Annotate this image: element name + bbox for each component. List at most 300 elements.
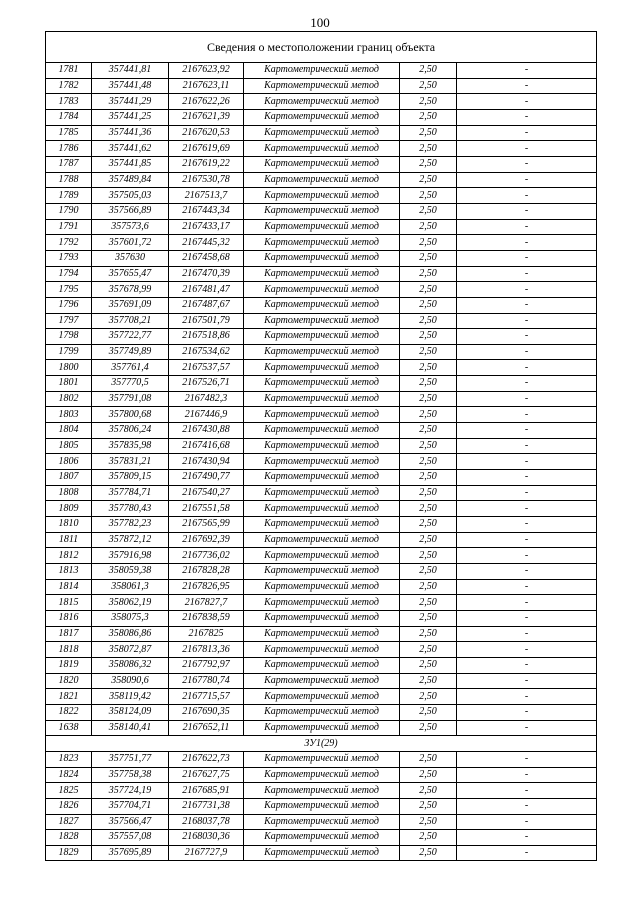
coord-x-cell: 357749,89 bbox=[92, 344, 169, 360]
table-row bbox=[46, 423, 597, 439]
method-cell: Картометрический метод bbox=[244, 423, 400, 439]
accuracy-cell: 2,50 bbox=[400, 595, 457, 611]
description-cell: - bbox=[457, 203, 597, 219]
point-number-cell: 1786 bbox=[46, 141, 92, 157]
table-row bbox=[46, 219, 597, 235]
coord-x-cell: 357916,98 bbox=[92, 548, 169, 564]
point-number-cell: 1785 bbox=[46, 125, 92, 141]
method-cell: Картометрический метод bbox=[244, 250, 400, 266]
table-row bbox=[46, 376, 597, 392]
coord-x-cell: 357566,47 bbox=[92, 814, 169, 830]
point-number-cell: 1826 bbox=[46, 798, 92, 814]
coord-y-cell: 2167501,79 bbox=[169, 313, 244, 329]
method-cell: Картометрический метод bbox=[244, 485, 400, 501]
table-row bbox=[46, 610, 597, 626]
method-cell: Картометрический метод bbox=[244, 203, 400, 219]
point-number-cell: 1804 bbox=[46, 423, 92, 439]
point-number-cell: 1806 bbox=[46, 454, 92, 470]
point-number-cell: 1795 bbox=[46, 282, 92, 298]
accuracy-cell: 2,50 bbox=[400, 579, 457, 595]
point-number-cell: 1792 bbox=[46, 235, 92, 251]
accuracy-cell: 2,50 bbox=[400, 219, 457, 235]
method-cell: Картометрический метод bbox=[244, 454, 400, 470]
page-number: 100 bbox=[310, 15, 330, 30]
coord-x-cell: 357573,6 bbox=[92, 219, 169, 235]
accuracy-cell: 2,50 bbox=[400, 767, 457, 783]
coord-x-cell: 357566,89 bbox=[92, 203, 169, 219]
point-number-cell: 1816 bbox=[46, 610, 92, 626]
accuracy-cell: 2,50 bbox=[400, 235, 457, 251]
method-cell: Картометрический метод bbox=[244, 188, 400, 204]
coord-y-cell: 2167827,7 bbox=[169, 595, 244, 611]
point-number-cell: 1823 bbox=[46, 751, 92, 767]
method-cell: Картометрический метод bbox=[244, 391, 400, 407]
accuracy-cell: 2,50 bbox=[400, 203, 457, 219]
point-number-cell: 1790 bbox=[46, 203, 92, 219]
accuracy-cell: 2,50 bbox=[400, 407, 457, 423]
accuracy-cell: 2,50 bbox=[400, 391, 457, 407]
table-row bbox=[46, 407, 597, 423]
accuracy-cell: 2,50 bbox=[400, 657, 457, 673]
description-cell: - bbox=[457, 485, 597, 501]
coord-x-cell: 357809,15 bbox=[92, 470, 169, 486]
table-row bbox=[46, 250, 597, 266]
method-cell: Картометрический метод bbox=[244, 219, 400, 235]
description-cell: - bbox=[457, 517, 597, 533]
point-number-cell: 1638 bbox=[46, 720, 92, 736]
point-number-cell: 1814 bbox=[46, 579, 92, 595]
method-cell: Картометрический метод bbox=[244, 767, 400, 783]
accuracy-cell: 2,50 bbox=[400, 564, 457, 580]
table-row bbox=[46, 673, 597, 689]
accuracy-cell: 2,50 bbox=[400, 266, 457, 282]
accuracy-cell: 2,50 bbox=[400, 188, 457, 204]
description-cell: - bbox=[457, 626, 597, 642]
method-cell: Картометрический метод bbox=[244, 845, 400, 861]
description-cell: - bbox=[457, 156, 597, 172]
method-cell: Картометрический метод bbox=[244, 501, 400, 517]
point-number-cell: 1810 bbox=[46, 517, 92, 533]
coord-x-cell: 358059,38 bbox=[92, 564, 169, 580]
coord-y-cell: 2167565,99 bbox=[169, 517, 244, 533]
point-number-cell: 1787 bbox=[46, 156, 92, 172]
point-number-cell: 1799 bbox=[46, 344, 92, 360]
coord-x-cell: 357691,09 bbox=[92, 297, 169, 313]
coord-x-cell: 357678,99 bbox=[92, 282, 169, 298]
method-cell: Картометрический метод bbox=[244, 689, 400, 705]
description-cell: - bbox=[457, 532, 597, 548]
description-cell: - bbox=[457, 219, 597, 235]
method-cell: Картометрический метод bbox=[244, 109, 400, 125]
coord-x-cell: 357695,89 bbox=[92, 845, 169, 861]
coord-y-cell: 2167416,68 bbox=[169, 438, 244, 454]
coord-y-cell: 2167487,67 bbox=[169, 297, 244, 313]
point-number-cell: 1815 bbox=[46, 595, 92, 611]
table-row bbox=[46, 78, 597, 94]
point-number-cell: 1784 bbox=[46, 109, 92, 125]
point-number-cell: 1807 bbox=[46, 470, 92, 486]
description-cell: - bbox=[457, 470, 597, 486]
point-number-cell: 1791 bbox=[46, 219, 92, 235]
coord-x-cell: 357441,29 bbox=[92, 94, 169, 110]
method-cell: Картометрический метод bbox=[244, 517, 400, 533]
coord-x-cell: 357800,68 bbox=[92, 407, 169, 423]
method-cell: Картометрический метод bbox=[244, 579, 400, 595]
accuracy-cell: 2,50 bbox=[400, 125, 457, 141]
coord-x-cell: 358072,87 bbox=[92, 642, 169, 658]
point-number-cell: 1824 bbox=[46, 767, 92, 783]
table-row bbox=[46, 720, 597, 736]
accuracy-cell: 2,50 bbox=[400, 814, 457, 830]
description-cell: - bbox=[457, 78, 597, 94]
accuracy-cell: 2,50 bbox=[400, 532, 457, 548]
coord-x-cell: 357441,85 bbox=[92, 156, 169, 172]
description-cell: - bbox=[457, 250, 597, 266]
method-cell: Картометрический метод bbox=[244, 266, 400, 282]
method-cell: Картометрический метод bbox=[244, 626, 400, 642]
table-title: Сведения о местоположении границ объекта bbox=[46, 32, 597, 63]
point-number-cell: 1794 bbox=[46, 266, 92, 282]
table-row bbox=[46, 751, 597, 767]
description-cell: - bbox=[457, 188, 597, 204]
coord-x-cell: 358090,6 bbox=[92, 673, 169, 689]
method-cell: Картометрический метод bbox=[244, 720, 400, 736]
accuracy-cell: 2,50 bbox=[400, 642, 457, 658]
coord-x-cell: 357872,12 bbox=[92, 532, 169, 548]
coord-y-cell: 2168037,78 bbox=[169, 814, 244, 830]
table-row bbox=[46, 63, 597, 79]
description-cell: - bbox=[457, 438, 597, 454]
coord-y-cell: 2167825 bbox=[169, 626, 244, 642]
point-number-cell: 1821 bbox=[46, 689, 92, 705]
coord-y-cell: 2167690,35 bbox=[169, 704, 244, 720]
point-number-cell: 1781 bbox=[46, 63, 92, 79]
description-cell: - bbox=[457, 689, 597, 705]
accuracy-cell: 2,50 bbox=[400, 423, 457, 439]
description-cell: - bbox=[457, 423, 597, 439]
description-cell: - bbox=[457, 814, 597, 830]
point-number-cell: 1788 bbox=[46, 172, 92, 188]
description-cell: - bbox=[457, 501, 597, 517]
accuracy-cell: 2,50 bbox=[400, 78, 457, 94]
coord-y-cell: 2168030,36 bbox=[169, 830, 244, 846]
point-number-cell: 1812 bbox=[46, 548, 92, 564]
description-cell: - bbox=[457, 391, 597, 407]
coord-y-cell: 2167736,02 bbox=[169, 548, 244, 564]
coord-x-cell: 357441,81 bbox=[92, 63, 169, 79]
method-cell: Картометрический метод bbox=[244, 78, 400, 94]
table-row bbox=[46, 313, 597, 329]
accuracy-cell: 2,50 bbox=[400, 156, 457, 172]
method-cell: Картометрический метод bbox=[244, 235, 400, 251]
description-cell: - bbox=[457, 235, 597, 251]
table-row bbox=[46, 188, 597, 204]
method-cell: Картометрический метод bbox=[244, 673, 400, 689]
table-row bbox=[46, 564, 597, 580]
accuracy-cell: 2,50 bbox=[400, 282, 457, 298]
point-number-cell: 1800 bbox=[46, 360, 92, 376]
method-cell: Картометрический метод bbox=[244, 125, 400, 141]
coord-y-cell: 2167620,53 bbox=[169, 125, 244, 141]
coord-y-cell: 2167692,39 bbox=[169, 532, 244, 548]
coord-x-cell: 357441,36 bbox=[92, 125, 169, 141]
point-number-cell: 1813 bbox=[46, 564, 92, 580]
coord-y-cell: 2167715,57 bbox=[169, 689, 244, 705]
description-cell: - bbox=[457, 94, 597, 110]
accuracy-cell: 2,50 bbox=[400, 376, 457, 392]
point-number-cell: 1818 bbox=[46, 642, 92, 658]
point-number-cell: 1827 bbox=[46, 814, 92, 830]
point-number-cell: 1796 bbox=[46, 297, 92, 313]
method-cell: Картометрический метод bbox=[244, 548, 400, 564]
coord-x-cell: 357758,38 bbox=[92, 767, 169, 783]
coord-y-cell: 2167530,78 bbox=[169, 172, 244, 188]
coord-y-cell: 2167792,97 bbox=[169, 657, 244, 673]
coord-x-cell: 358086,32 bbox=[92, 657, 169, 673]
point-number-cell: 1828 bbox=[46, 830, 92, 846]
table-row bbox=[46, 156, 597, 172]
description-cell: - bbox=[457, 282, 597, 298]
coord-y-cell: 2167838,59 bbox=[169, 610, 244, 626]
method-cell: Картометрический метод bbox=[244, 360, 400, 376]
table-row bbox=[46, 94, 597, 110]
coord-y-cell: 2167534,62 bbox=[169, 344, 244, 360]
accuracy-cell: 2,50 bbox=[400, 470, 457, 486]
table-row bbox=[46, 344, 597, 360]
coord-y-cell: 2167481,47 bbox=[169, 282, 244, 298]
table-row bbox=[46, 485, 597, 501]
coord-y-cell: 2167622,73 bbox=[169, 751, 244, 767]
coord-y-cell: 2167627,75 bbox=[169, 767, 244, 783]
coord-y-cell: 2167727,9 bbox=[169, 845, 244, 861]
method-cell: Картометрический метод bbox=[244, 610, 400, 626]
table-row bbox=[46, 689, 597, 705]
table-row bbox=[46, 203, 597, 219]
point-number-cell: 1797 bbox=[46, 313, 92, 329]
method-cell: Картометрический метод bbox=[244, 313, 400, 329]
method-cell: Картометрический метод bbox=[244, 657, 400, 673]
coord-x-cell: 358075,3 bbox=[92, 610, 169, 626]
accuracy-cell: 2,50 bbox=[400, 313, 457, 329]
description-cell: - bbox=[457, 595, 597, 611]
method-cell: Картометрический метод bbox=[244, 297, 400, 313]
method-cell: Картометрический метод bbox=[244, 156, 400, 172]
coord-y-cell: 2167446,9 bbox=[169, 407, 244, 423]
description-cell: - bbox=[457, 63, 597, 79]
method-cell: Картометрический метод bbox=[244, 814, 400, 830]
point-number-cell: 1805 bbox=[46, 438, 92, 454]
accuracy-cell: 2,50 bbox=[400, 501, 457, 517]
coord-y-cell: 2167813,36 bbox=[169, 642, 244, 658]
coord-y-cell: 2167526,71 bbox=[169, 376, 244, 392]
point-number-cell: 1817 bbox=[46, 626, 92, 642]
description-cell: - bbox=[457, 673, 597, 689]
table-row bbox=[46, 454, 597, 470]
table-row bbox=[46, 172, 597, 188]
description-cell: - bbox=[457, 376, 597, 392]
coord-y-cell: 2167482,3 bbox=[169, 391, 244, 407]
description-cell: - bbox=[457, 704, 597, 720]
method-cell: Картометрический метод bbox=[244, 532, 400, 548]
point-number-cell: 1820 bbox=[46, 673, 92, 689]
coord-y-cell: 2167513,7 bbox=[169, 188, 244, 204]
coord-y-cell: 2167828,28 bbox=[169, 564, 244, 580]
method-cell: Картометрический метод bbox=[244, 642, 400, 658]
point-number-cell: 1782 bbox=[46, 78, 92, 94]
table-row bbox=[46, 548, 597, 564]
point-number-cell: 1819 bbox=[46, 657, 92, 673]
method-cell: Картометрический метод bbox=[244, 376, 400, 392]
accuracy-cell: 2,50 bbox=[400, 689, 457, 705]
accuracy-cell: 2,50 bbox=[400, 610, 457, 626]
coord-y-cell: 2167623,92 bbox=[169, 63, 244, 79]
coord-y-cell: 2167652,11 bbox=[169, 720, 244, 736]
accuracy-cell: 2,50 bbox=[400, 485, 457, 501]
method-cell: Картометрический метод bbox=[244, 564, 400, 580]
coord-x-cell: 357704,71 bbox=[92, 798, 169, 814]
point-number-cell: 1801 bbox=[46, 376, 92, 392]
coord-x-cell: 358124,09 bbox=[92, 704, 169, 720]
method-cell: Картометрический метод bbox=[244, 595, 400, 611]
coord-y-cell: 2167826,95 bbox=[169, 579, 244, 595]
table-row bbox=[46, 830, 597, 846]
accuracy-cell: 2,50 bbox=[400, 720, 457, 736]
description-cell: - bbox=[457, 767, 597, 783]
coord-y-cell: 2167621,39 bbox=[169, 109, 244, 125]
coord-x-cell: 357630 bbox=[92, 250, 169, 266]
table-row bbox=[46, 798, 597, 814]
coord-x-cell: 357835,98 bbox=[92, 438, 169, 454]
accuracy-cell: 2,50 bbox=[400, 830, 457, 846]
coord-y-cell: 2167619,22 bbox=[169, 156, 244, 172]
coord-y-cell: 2167540,27 bbox=[169, 485, 244, 501]
method-cell: Картометрический метод bbox=[244, 63, 400, 79]
method-cell: Картометрический метод bbox=[244, 751, 400, 767]
point-number-cell: 1789 bbox=[46, 188, 92, 204]
accuracy-cell: 2,50 bbox=[400, 704, 457, 720]
method-cell: Картометрический метод bbox=[244, 282, 400, 298]
table-row bbox=[46, 125, 597, 141]
accuracy-cell: 2,50 bbox=[400, 454, 457, 470]
coord-y-cell: 2167433,17 bbox=[169, 219, 244, 235]
table-row bbox=[46, 438, 597, 454]
coord-x-cell: 357806,24 bbox=[92, 423, 169, 439]
point-number-cell: 1829 bbox=[46, 845, 92, 861]
coord-x-cell: 358061,3 bbox=[92, 579, 169, 595]
point-number-cell: 1825 bbox=[46, 783, 92, 799]
accuracy-cell: 2,50 bbox=[400, 63, 457, 79]
table-row bbox=[46, 704, 597, 720]
coord-y-cell: 2167619,69 bbox=[169, 141, 244, 157]
description-cell: - bbox=[457, 657, 597, 673]
section-row bbox=[46, 736, 597, 752]
coord-x-cell: 357708,21 bbox=[92, 313, 169, 329]
coord-x-cell: 357791,08 bbox=[92, 391, 169, 407]
accuracy-cell: 2,50 bbox=[400, 329, 457, 345]
description-cell: - bbox=[457, 751, 597, 767]
section-label: ЗУ1(29) bbox=[46, 736, 597, 752]
coord-x-cell: 357761,4 bbox=[92, 360, 169, 376]
table-row bbox=[46, 470, 597, 486]
accuracy-cell: 2,50 bbox=[400, 141, 457, 157]
coord-x-cell: 357441,62 bbox=[92, 141, 169, 157]
table-row bbox=[46, 767, 597, 783]
coord-y-cell: 2167443,34 bbox=[169, 203, 244, 219]
coord-y-cell: 2167430,94 bbox=[169, 454, 244, 470]
accuracy-cell: 2,50 bbox=[400, 344, 457, 360]
description-cell: - bbox=[457, 313, 597, 329]
coord-x-cell: 357489,84 bbox=[92, 172, 169, 188]
description-cell: - bbox=[457, 610, 597, 626]
table-row bbox=[46, 329, 597, 345]
description-cell: - bbox=[457, 548, 597, 564]
description-cell: - bbox=[457, 642, 597, 658]
table-row bbox=[46, 595, 597, 611]
table-row bbox=[46, 657, 597, 673]
description-cell: - bbox=[457, 266, 597, 282]
method-cell: Картометрический метод bbox=[244, 470, 400, 486]
coord-x-cell: 357655,47 bbox=[92, 266, 169, 282]
table-row bbox=[46, 266, 597, 282]
accuracy-cell: 2,50 bbox=[400, 783, 457, 799]
table-row bbox=[46, 642, 597, 658]
accuracy-cell: 2,50 bbox=[400, 297, 457, 313]
table-row bbox=[46, 391, 597, 407]
table-title-row bbox=[46, 32, 597, 63]
description-cell: - bbox=[457, 783, 597, 799]
accuracy-cell: 2,50 bbox=[400, 172, 457, 188]
table-row bbox=[46, 109, 597, 125]
boundary-coordinates-table bbox=[45, 31, 597, 861]
coord-x-cell: 357722,77 bbox=[92, 329, 169, 345]
coord-y-cell: 2167470,39 bbox=[169, 266, 244, 282]
table-row bbox=[46, 360, 597, 376]
method-cell: Картометрический метод bbox=[244, 344, 400, 360]
description-cell: - bbox=[457, 172, 597, 188]
point-number-cell: 1808 bbox=[46, 485, 92, 501]
coord-y-cell: 2167430,88 bbox=[169, 423, 244, 439]
method-cell: Картометрический метод bbox=[244, 407, 400, 423]
description-cell: - bbox=[457, 360, 597, 376]
coord-x-cell: 357831,21 bbox=[92, 454, 169, 470]
coord-x-cell: 357770,5 bbox=[92, 376, 169, 392]
point-number-cell: 1793 bbox=[46, 250, 92, 266]
coord-y-cell: 2167551,58 bbox=[169, 501, 244, 517]
coord-x-cell: 358140,41 bbox=[92, 720, 169, 736]
point-number-cell: 1811 bbox=[46, 532, 92, 548]
method-cell: Картометрический метод bbox=[244, 704, 400, 720]
coord-x-cell: 358086,86 bbox=[92, 626, 169, 642]
description-cell: - bbox=[457, 407, 597, 423]
method-cell: Картометрический метод bbox=[244, 438, 400, 454]
point-number-cell: 1803 bbox=[46, 407, 92, 423]
description-cell: - bbox=[457, 454, 597, 470]
point-number-cell: 1809 bbox=[46, 501, 92, 517]
method-cell: Картометрический метод bbox=[244, 172, 400, 188]
accuracy-cell: 2,50 bbox=[400, 109, 457, 125]
table-row bbox=[46, 297, 597, 313]
coord-y-cell: 2167780,74 bbox=[169, 673, 244, 689]
description-cell: - bbox=[457, 579, 597, 595]
point-number-cell: 1822 bbox=[46, 704, 92, 720]
coord-x-cell: 358062,19 bbox=[92, 595, 169, 611]
method-cell: Картометрический метод bbox=[244, 141, 400, 157]
method-cell: Картометрический метод bbox=[244, 783, 400, 799]
method-cell: Картометрический метод bbox=[244, 94, 400, 110]
table-row bbox=[46, 517, 597, 533]
description-cell: - bbox=[457, 297, 597, 313]
description-cell: - bbox=[457, 125, 597, 141]
